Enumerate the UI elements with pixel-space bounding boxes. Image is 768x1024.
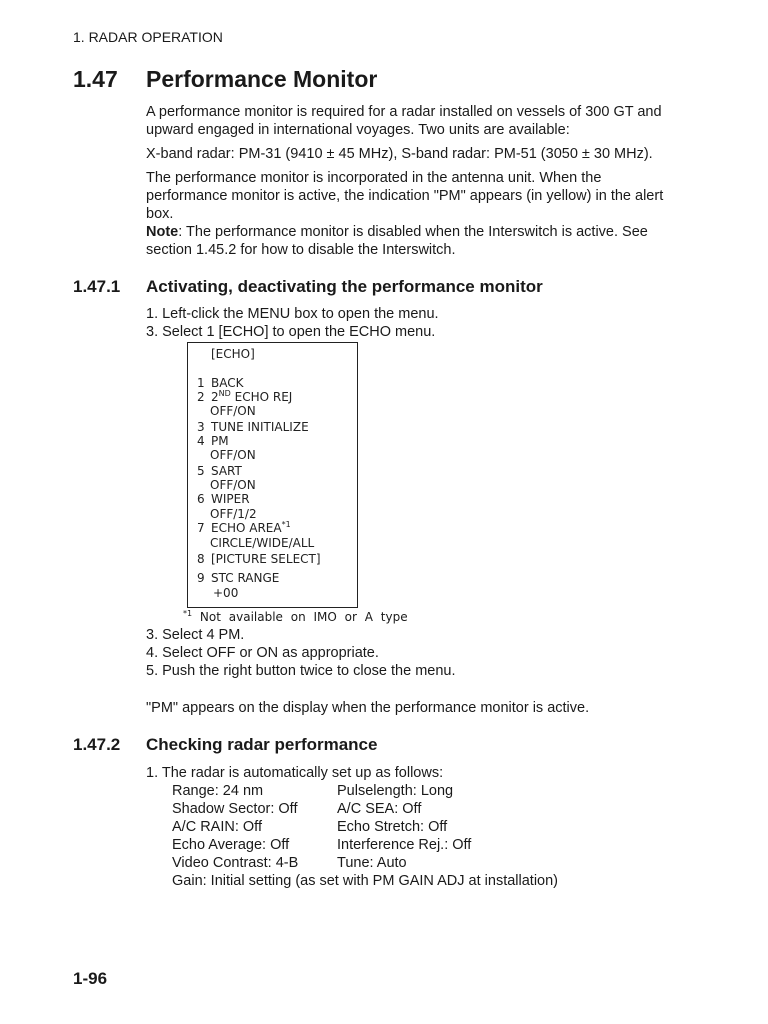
step-item: 3. Select 1 [ECHO] to open the ECHO menu. [146,324,436,340]
menu-item: 3 TUNE INITIALIZE [197,420,309,434]
section-heading [73,66,377,93]
menu-item-options: OFF/ON [210,448,256,462]
menu-footnote [183,610,408,624]
subsection-number: 1.47.2 [73,735,121,754]
section-number: 1.47 [73,66,118,92]
gain-setting: Gain: Initial setting (as set with PM GAIN ADJ at installation) [172,873,559,889]
settings-row: Echo Average: Off Interference Rej.: Off [172,837,472,853]
menu-item: 9 STC RANGE [197,571,280,585]
menu-item: 2 2ND ECHO REJ [197,389,293,404]
step-item: 4. Select OFF or ON as appropriate. [146,645,379,661]
steps-list [146,305,686,341]
section-intro [146,103,686,259]
menu-item-options: OFF/ON [210,478,256,492]
menu-item: 1 BACK [197,376,244,390]
steps-list [146,626,686,680]
page-number: 1-96 [73,969,108,988]
menu-item-options: +00 [213,586,239,600]
menu-item: 4 PM [197,434,229,448]
step-item: 1. Left-click the MENU box to open the menu. [146,306,439,322]
section-title: Performance Monitor [146,66,378,92]
running-header: 1. RADAR OPERATION [73,29,223,45]
step-item: 3. Select 4 PM. [146,627,245,643]
settings-row: A/C RAIN: Off Echo Stretch: Off [172,819,448,835]
note-label: Note [146,224,179,240]
step-item: 5. Push the right button twice to close the menu. [146,663,456,679]
settings-row: Range: 24 nm Pulselength: Long [172,783,454,799]
echo-menu-figure [187,342,358,608]
menu-item: 8 [PICTURE SELECT] [197,552,321,566]
menu-item-options: OFF/1/2 [210,507,257,521]
menu-title: [ECHO] [211,347,255,361]
note-text: : The performance monitor is disabled when the Interswitch is active. See section 1.45.2 for how to disable the Interswitch. [146,224,648,258]
menu-item-options: OFF/ON [210,404,256,418]
footnote-text: Not available on IMO or A type [199,610,408,624]
intro-paragraph: X-band radar: PM-31 (9410 ± 45 MHz), S-band radar: PM-51 (3050 ± 30 MHz). [146,146,653,162]
settings-list [146,764,686,890]
intro-paragraph: The performance monitor is incorporated in the antenna unit. When the performance monitor is active, the indication "PM" appears (in yellow) in the alert box. [146,170,664,222]
menu-item: 5 SART [197,464,242,478]
settings-row: Video Contrast: 4-B Tune: Auto [172,855,407,871]
subsection-title: Checking radar performance [146,735,378,754]
subsection-heading [73,735,377,755]
closing-paragraph: "PM" appears on the display when the performance monitor is active. [146,700,590,716]
menu-item: 7 ECHO AREA$^{*1}$ [197,520,291,535]
settings-table [146,782,686,890]
intro-paragraph: A performance monitor is required for a radar installed on vessels of 300 GT and upward engaged in international voyages. Two units are available: [146,104,662,138]
settings-row: Shadow Sector: Off A/C SEA: Off [172,801,422,817]
menu-item-options: CIRCLE/WIDE/ALL [210,536,315,550]
menu-item: 6 WIPER [197,492,250,506]
footnote-mark: *1 [183,609,193,618]
subsection-title: Activating, deactivating the performance monitor [146,277,543,296]
subsection-heading [73,277,543,297]
step-item: 1. The radar is automatically set up as follows: [146,765,444,781]
note-paragraph [146,223,686,259]
subsection-number: 1.47.1 [73,277,121,296]
